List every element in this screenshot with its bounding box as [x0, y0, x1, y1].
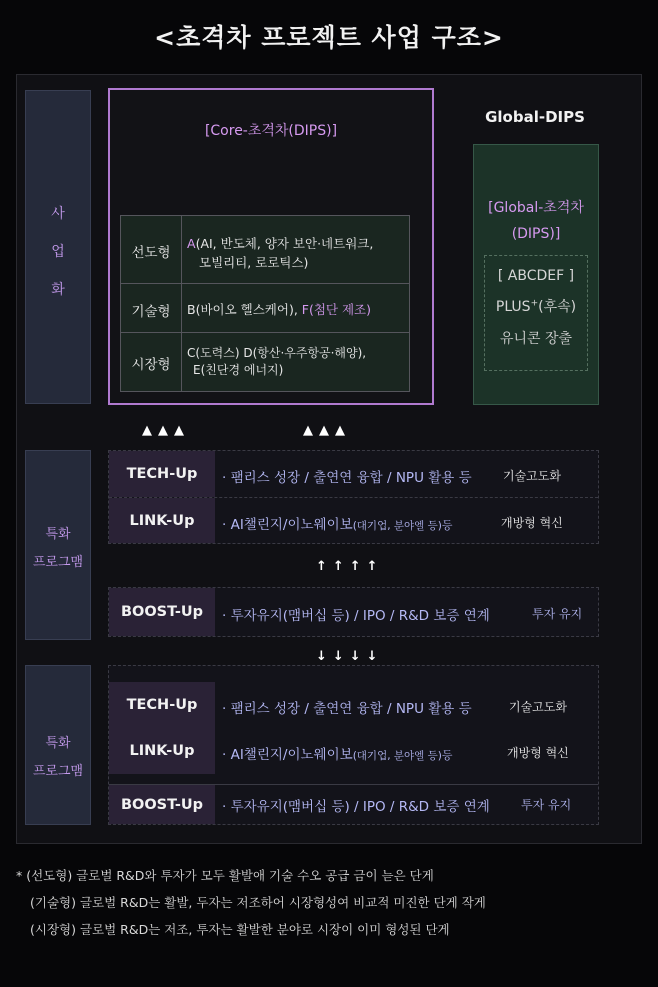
business-label-3: 화	[51, 282, 65, 298]
link-up-desc-main-2: · AI챌린지/이노웨이보	[222, 747, 353, 763]
link-up-desc-end: 등	[441, 519, 453, 532]
link-up-desc-main: · AI챌린지/이노웨이보	[222, 517, 353, 533]
footnote-1: * (선도형) 글로벌 R&D와 투자가 모두 활발애 기술 수오 공급 금이 늗은 단게	[16, 868, 434, 883]
link-up-label: LINK-Up	[109, 498, 215, 543]
global-dips-heading: Global-DIPS	[485, 108, 585, 126]
boost-up-label-2: BOOST-Up	[109, 785, 215, 824]
link-up-desc-small: (대기업, 분야엘 등)	[352, 520, 442, 532]
row-desc	[187, 300, 409, 318]
boost-up-tag-2: 투자 유지	[521, 798, 572, 812]
program2-label-2: 프로그맴	[32, 764, 84, 779]
page-title: <초격차 프로젝트 사업 구조>	[154, 23, 504, 52]
tech-up-label: TECH-Up	[109, 451, 215, 497]
program1-label-2: 프로그맴	[32, 555, 84, 570]
category-table	[120, 215, 410, 392]
row-type: 선도형	[131, 245, 171, 261]
business-label-2: 업	[51, 244, 65, 260]
row-desc-line1: C(도력스) D(항산·우주항공·해양),	[187, 346, 367, 360]
row-desc	[187, 345, 409, 379]
row-desc-main: B(바이오 헬스케어),	[187, 302, 302, 317]
boost-up-desc-2: · 투자유지(맴버십 등) / IPO / R&D 보증 연계	[222, 799, 490, 815]
business-sidebar	[25, 90, 91, 404]
row-desc-line2: 모빌리티, 로로틱스)	[199, 255, 309, 270]
global-line-unicorn: 유니콘 장출	[499, 331, 573, 347]
table-row	[121, 333, 409, 391]
row-desc-accent: A	[187, 236, 196, 251]
table-row	[121, 284, 409, 333]
program2-label-1: 특화	[45, 736, 71, 751]
global-line-abcdef: [ ABCDEF ]	[497, 268, 575, 284]
link-up-desc-end-2: 등	[441, 749, 453, 762]
boost-up-label: BOOST-Up	[109, 588, 215, 636]
row-type: 시장형	[131, 357, 171, 373]
program2-sidebar	[25, 665, 91, 825]
table-row	[121, 216, 409, 284]
row-desc	[187, 234, 409, 272]
link-up-desc-small-2: (대기업, 분야엘 등)	[352, 750, 442, 762]
row-desc-line1: (AI, 반도체, 양자 보안·네트워크,	[195, 236, 374, 251]
up-arrows-right: ▲▲▲	[303, 423, 351, 438]
link-up-label-2: LINK-Up	[109, 728, 215, 774]
tech-up-desc-2: · 팸리스 성장 / 출연연 융합 / NPU 활용 등	[222, 701, 472, 717]
program1-sidebar	[25, 450, 91, 640]
program2-box	[108, 665, 599, 825]
tech-up-label-2: TECH-Up	[109, 682, 215, 728]
plus-follow: (후속)	[538, 299, 577, 315]
program1-label-1: 특화	[45, 527, 71, 542]
boost-up-desc: · 투자유지(맴버십 등) / IPO / R&D 보증 연계	[222, 608, 490, 624]
global-line-plus	[485, 296, 587, 316]
global-title-line2: (DIPS)]	[511, 226, 561, 242]
global-dips-box	[473, 144, 599, 405]
row-desc-line2: E(친단경 에너지)	[193, 363, 284, 377]
link-up-tag: 개방형 혁신	[501, 516, 563, 530]
link-up-desc-2	[222, 743, 453, 763]
global-inner-box	[484, 255, 588, 371]
core-dips-title: [Core-초격차(DIPS)]	[204, 123, 338, 139]
global-title-line1: [Global-초격차	[488, 200, 584, 216]
link-up-tag-2: 개방형 혁신	[507, 746, 569, 760]
row-type: 기술형	[131, 304, 171, 320]
program1-upper-box	[108, 450, 599, 544]
footnote-3: (시장형) 글로벌 R&D는 저조, 투자는 활발한 분야로 시장이 이미 형성된 단게	[30, 922, 450, 937]
up-arrows-left: ▲▲▲	[142, 423, 190, 438]
down-arrows: ↓↓↓↓	[316, 649, 384, 664]
footnote-2: (기술형) 글로벌 R&D는 활발, 두자는 저조하어 시장형성여 비교적 미진한 단게 작게	[30, 895, 486, 910]
tech-up-desc: · 팸리스 성장 / 출연연 융합 / NPU 활용 등	[222, 470, 472, 486]
link-up-desc	[222, 513, 453, 533]
program1-boost-box	[108, 587, 599, 637]
row-desc-accent: F(첨단 제조)	[301, 302, 371, 317]
boost-up-tag: 투자 유지	[532, 607, 583, 621]
plus-text: PLUS	[495, 299, 531, 315]
tech-up-tag-2: 기술고도화	[509, 700, 567, 714]
global-dips-title	[474, 195, 598, 247]
plus-sup: +	[530, 298, 539, 309]
business-label-1: 사	[51, 206, 65, 222]
mid-up-arrows: ↑↑↑↑	[316, 559, 384, 574]
tech-up-tag: 기술고도화	[503, 469, 561, 483]
